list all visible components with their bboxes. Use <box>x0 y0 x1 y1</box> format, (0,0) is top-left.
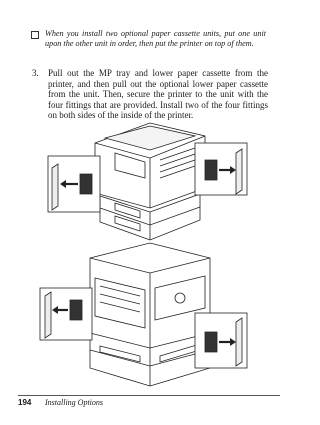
printer-rear-illustration <box>90 243 210 386</box>
checkbox-bullet-icon <box>31 31 39 39</box>
printer-rear-fittings-illustration <box>0 238 300 398</box>
footer-rule <box>18 395 280 396</box>
step-number: 3. <box>32 68 39 78</box>
printer-illustration <box>95 123 205 240</box>
fitting-callout-right <box>195 313 247 368</box>
fitting-callout-left <box>40 288 92 340</box>
step-text: Pull out the MP tray and lower paper cassette from the printer, and then pull out the optional lower paper cassette from the unit. Then, secure the printer to the unit with the four fittings that are provided. Install two of the four fittings on both sides of the inside of the printer. <box>48 68 268 121</box>
section-title: Installing Options <box>45 398 104 407</box>
page-number: 194 <box>18 398 32 407</box>
printer-front-fittings-illustration <box>0 108 300 248</box>
fitting-callout-left <box>48 156 100 212</box>
note-text: When you install two optional paper cassette units, put one unit upon the other unit in order, then put the printer on top of them. <box>45 29 266 49</box>
fitting-callout-right <box>195 143 247 195</box>
note <box>31 29 266 50</box>
